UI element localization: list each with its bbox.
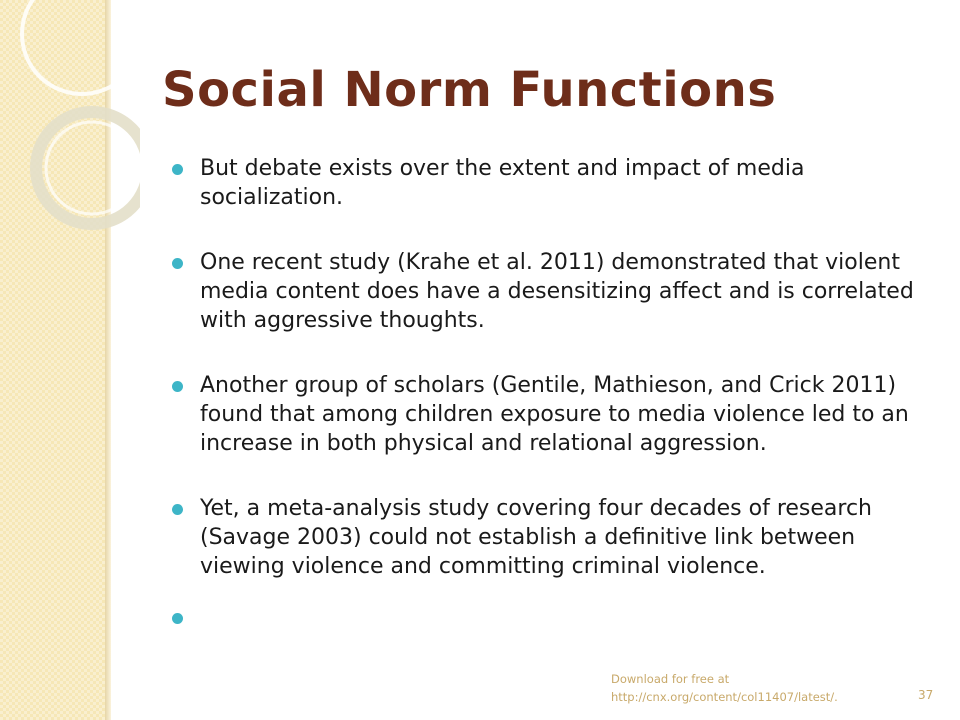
- bullet-item: Yet, a meta-analysis study covering four decades of research (Savage 2003) could not establish a definitive link between viewing violence and committing criminal violence.: [170, 494, 930, 581]
- footer-link[interactable]: http://cnx.org/content/col11407/latest/.: [611, 690, 838, 704]
- footer-attribution: [611, 670, 911, 706]
- decorative-circles: [0, 0, 140, 260]
- empty-bullet: [172, 613, 183, 624]
- page-number: 37: [918, 688, 934, 702]
- bullet-item: But debate exists over the extent and impact of media socialization.: [170, 154, 930, 212]
- bullet-list: [170, 154, 930, 617]
- bullet-item: Another group of scholars (Gentile, Mathieson, and Crick 2011) found that among children exposure to media violence led to an increase in both physical and relational aggression.: [170, 371, 930, 458]
- footer-line-1: Download for free at: [611, 672, 730, 686]
- slide-title: Social Norm Functions: [162, 62, 777, 118]
- bullet-item: One recent study (Krahe et al. 2011) demonstrated that violent media content does have a desensitizing affect and is correlated with aggressive thoughts.: [170, 248, 930, 335]
